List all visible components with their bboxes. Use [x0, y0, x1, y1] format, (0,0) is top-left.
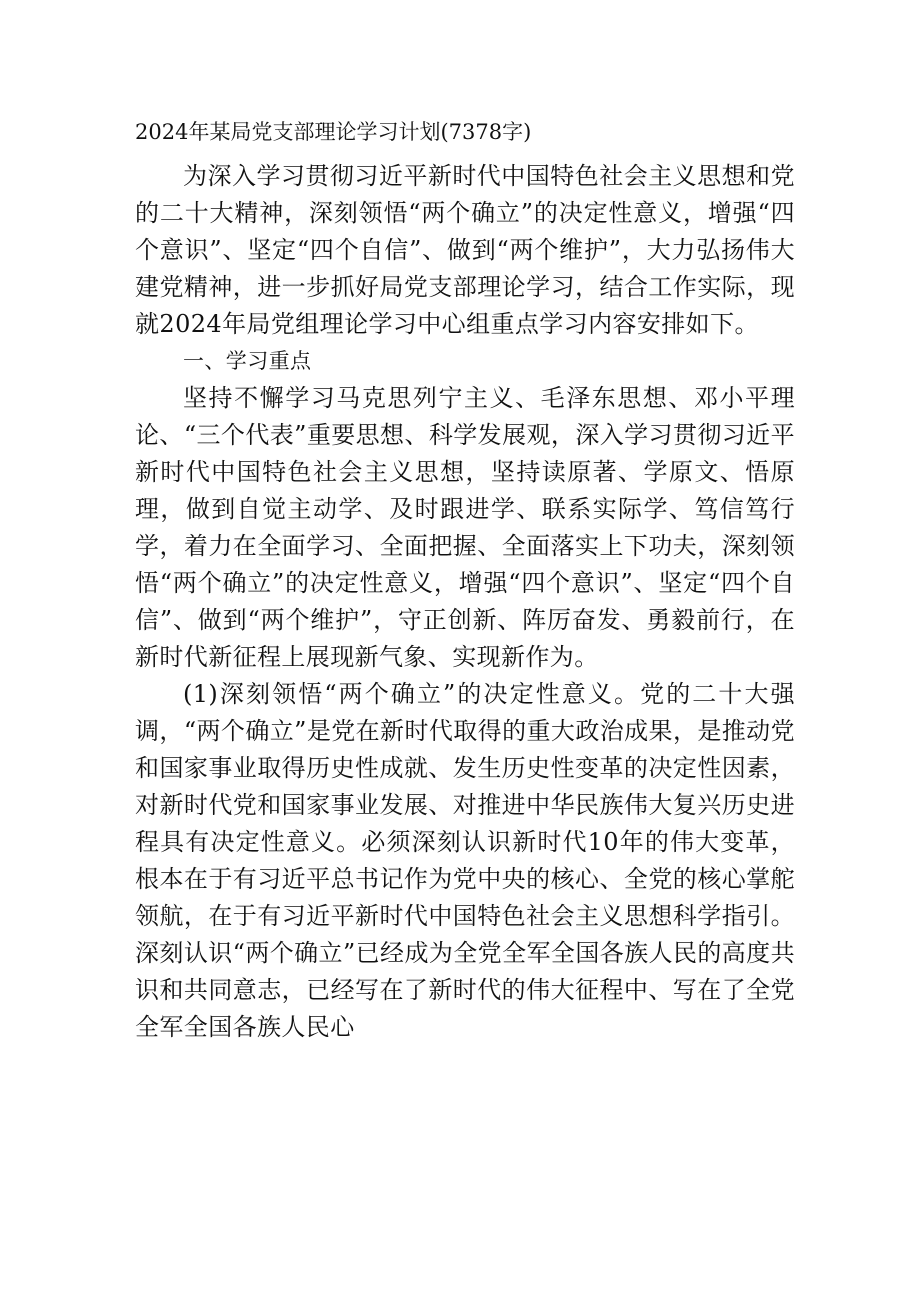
document-body [135, 114, 795, 1046]
section-body-paragraph: 坚持不懈学习马克思列宁主义、毛泽东思想、邓小平理论、“三个代表”重要思想、科学发展观，深入学习贯彻习近平新时代中国特色社会主义思想，坚持读原著、学原文、悟原理，做到自觉主动学、及时跟进学、联系实际学、笃信笃行学，着力在全面学习、全面把握、全面落实上下功夫，深刻领悟“两个确立”的决定性意义，增强“四个意识”、坚定“四个自信”、做到“两个维护”，守正创新、阵厉奋发、勇毅前行，在新时代新征程上展现新气象、实现新作为。 [135, 384, 795, 671]
document-title: 2024年某局党支部理论学习计划(7378字) [135, 120, 532, 144]
section-heading: 一、学习重点 [183, 349, 312, 373]
intro-paragraph: 为深入学习贯彻习近平新时代中国特色社会主义思想和党的二十大精神，深刻领悟“两个确立”的决定性意义，增强“四个意识”、坚定“四个自信”、做到“两个维护”，大力弘扬伟大建党精神，进一步抓好局党支部理论学习，结合工作实际，现就2024年局党组理论学习中心组重点学习内容安排如下。 [135, 162, 795, 338]
item-1-paragraph: (1)深刻领悟“两个确立”的决定性意义。党的二十大强调，“两个确立”是党在新时代取得的重大政治成果，是推动党和国家事业取得历史性成就、发生历史性变革的决定性因素，对新时代党和国家事业发展、对推进中华民族伟大复兴历史进程具有决定性意义。必须深刻认识新时代10年的伟大变革，根本在于有习近平总书记作为党中央的核心、全党的核心掌舵领航，在于有习近平新时代中国特色社会主义思想科学指引。深刻认识“两个确立”已经成为全党全军全国各族人民的高度共识和共同意志，已经写在了新时代的伟大征程中、写在了全党全军全国各族人民心 [135, 680, 795, 1041]
